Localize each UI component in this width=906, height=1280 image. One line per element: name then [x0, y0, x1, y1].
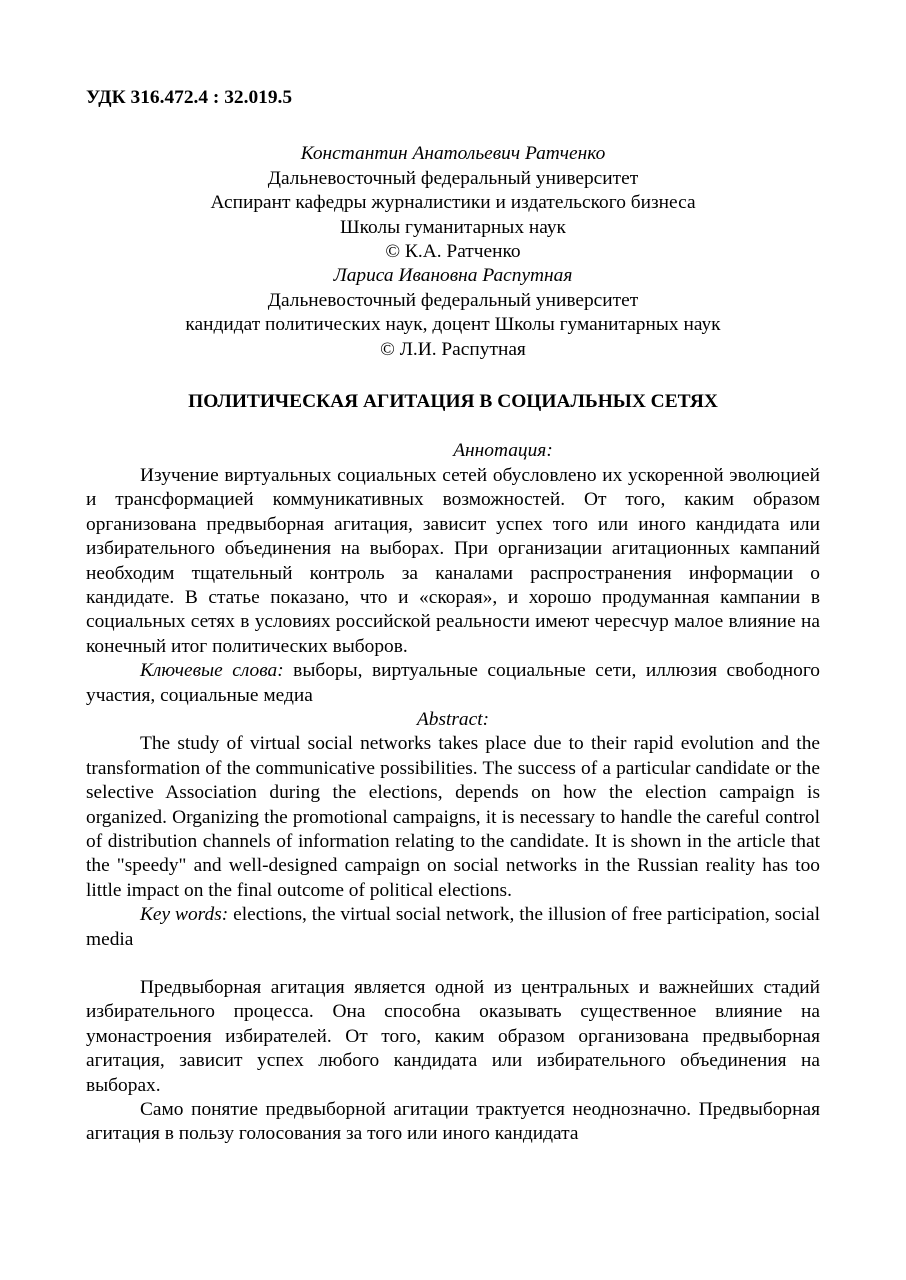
keywords-text: выборы, виртуальные социальные сети, иллюзия свободного участия, социальные медиа	[86, 660, 820, 706]
author-block	[86, 142, 820, 362]
author-2-copyright: © Л.И. Распутная	[380, 338, 526, 360]
udc-code: УДК 316.472.4 : 32.019.5	[86, 87, 293, 108]
author-1-school: Школы гуманитарных наук	[340, 216, 566, 238]
author-2-affiliation: Дальневосточный федеральный университет	[267, 289, 639, 311]
key-words-text: elections, the virtual social network, the illusion of free participation, social media	[86, 904, 820, 950]
article-title: ПОЛИТИЧЕСКАЯ АГИТАЦИЯ В СОЦИАЛЬНЫХ СЕТЯХ	[188, 391, 718, 413]
key-words-label: Key words:	[140, 904, 229, 926]
author-2-name: Лариса Ивановна Распутная	[333, 265, 573, 287]
keywords-label: Ключевые слова:	[140, 660, 284, 682]
author-1-name: Константин Анатольевич Ратченко	[300, 143, 606, 165]
abstract-keywords	[86, 903, 820, 952]
author-2-position: кандидат политических наук, доцент Школы гуманитарных наук	[185, 314, 721, 336]
author-1-affiliation: Дальневосточный федеральный университет	[267, 167, 639, 189]
body-paragraph-2: Само понятие предвыборной агитации трактуется неоднозначно. Предвыборная агитация в пользу голосования за того или иного кандидата	[86, 1099, 820, 1145]
abstract-text: The study of virtual social networks takes place due to their rapid evolution and the transformation of the communicative possibilities. The success of a particular candidate or the selective Association during the elections, depends on how the election campaign is organized. Organizing the promotional campaigns, it is necessary to handle the careful control of distribution channels of information relating to the candidate. It is shown in the article that the "speedy" and well-designed campaign on social networks in the Russian reality has too little impact on the final outcome of political elections.	[86, 733, 820, 901]
abstract-label: Abstract:	[416, 708, 490, 730]
author-1-copyright: © К.А. Ратченко	[385, 241, 521, 263]
annotation-label: Аннотация:	[453, 440, 553, 462]
annotation-keywords	[86, 659, 820, 708]
body-paragraph-1: Предвыборная агитация является одной из центральных и важнейших стадий избирательного процесса. Она способна оказывать существенное влияние на умонастроения избирателей. От того, каким образом организована предвыборная агитация, зависит успех любого кандидата или избирательного объединения на выборах.	[86, 977, 820, 1096]
author-1-position: Аспирант кафедры журналистики и издательского бизнеса	[210, 192, 696, 214]
annotation-text: Изучение виртуальных социальных сетей обусловлено их ускоренной эволюцией и трансформацией коммуникативных возможностей. От того, каким образом организована предвыборная агитация, зависит успех того или иного кандидата или избирательного объединения на выборах. При организации агитационных кампаний необходим тщательный контроль за каналами распространения информации о кандидате. В статье показано, что и «скорая», и хорошо продуманная кампании в социальных сетях в условиях российской реальности имеют чересчур малое влияние на конечный итог политических выборов.	[86, 464, 820, 657]
section-spacer	[86, 952, 820, 976]
